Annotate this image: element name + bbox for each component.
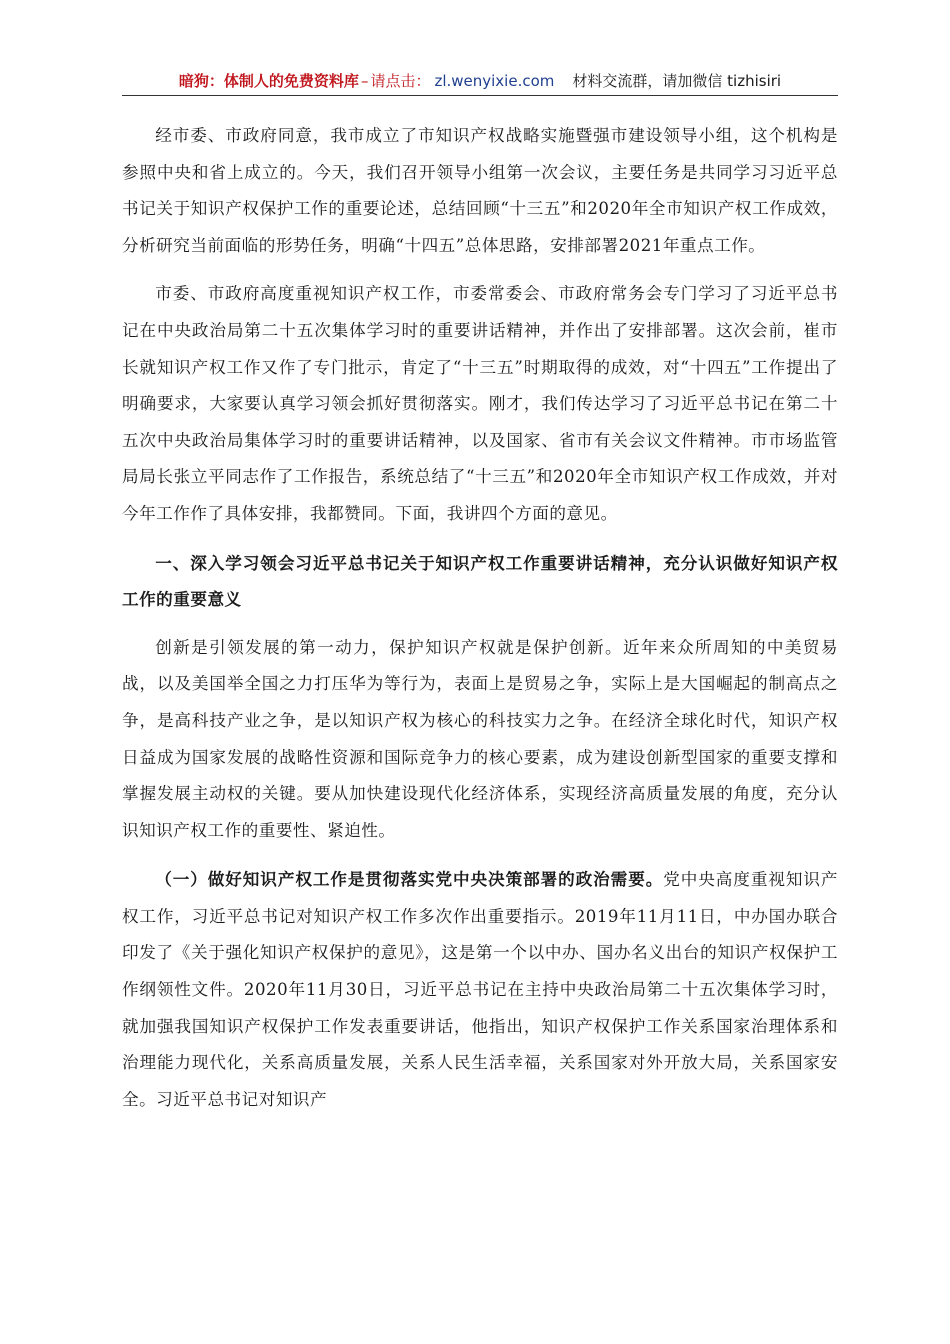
header-separator: –: [360, 72, 369, 90]
header-link[interactable]: zl.wenyixie.com: [434, 72, 555, 90]
paragraph-intro: 经市委、市政府同意，我市成立了市知识产权战略实施暨强市建设领导小组，这个机构是参照中央和省上成立的。今天，我们召开领导小组第一次会议，主要任务是共同学习习近平总书记关于知识产权保护工作的重要论述，总结回顾“十三五”和2020年全市知识产权工作成效，分析研究当前面临的形势任务，明确“十四五”总体思路，安排部署2021年重点工作。: [122, 126, 838, 255]
page-header: [122, 68, 838, 94]
section-heading-1: 一、深入学习领会习近平总书记关于知识产权工作重要讲话精神，充分认识做好知识产权工作的重要意义: [122, 552, 838, 610]
subheading-1: （一）做好知识产权工作是贯彻落实党中央决策部署的政治需要。: [155, 869, 664, 890]
header-wechat: 材料交流群，请加微信 tizhisiri: [572, 72, 782, 90]
header-prompt: 请点击：: [370, 72, 431, 90]
paragraph-political-need: [122, 861, 838, 1118]
paragraph-context: 市委、市政府高度重视知识产权工作，市委常委会、市政府常务会专门学习了习近平总书记在中央政治局第二十五次集体学习时的重要讲话精神，并作出了安排部署。这次会前，崔市长就知识产权工作又作了专门批示，肯定了“十三五”时期取得的成效，对“十四五”工作提出了明确要求，大家要认真学习领会抓好贯彻落实。刚才，我们传达学习了习近平总书记在第二十五次中央政治局集体学习时的重要讲话精神，以及国家、省市有关会议文件精神。市市场监管局局长张立平同志作了工作报告，系统总结了“十三五”和2020年全市知识产权工作成效，并对今年工作作了具体安排，我都赞同。下面，我讲四个方面的意见。: [122, 284, 838, 523]
header-brand: 暗狗：体制人的免费资料库: [178, 72, 359, 90]
paragraph-political-need-text: 党中央高度重视知识产权工作，习近平总书记对知识产权工作多次作出重要指示。2019年11月11日，中办国办联合印发了《关于强化知识产权保护的意见》，这是第一个以中办、国办名义出台的知识产权保护工作纲领性文件。2020年11月30日，习近平总书记在主持中央政治局第二十五次集体学习时，就加强我国知识产权保护工作发表重要讲话，他指出，知识产权保护工作关系国家治理体系和治理能力现代化，关系高质量发展，关系人民生活幸福，关系国家对外开放大局，关系国家安全。习近平总书记对知识产: [122, 870, 838, 1109]
paragraph-innovation: 创新是引领发展的第一动力，保护知识产权就是保护创新。近年来众所周知的中美贸易战，以及美国举全国之力打压华为等行为，表面上是贸易之争，实际上是大国崛起的制高点之争，是高科技产业之争，是以知识产权为核心的科技实力之争。在经济全球化时代，知识产权日益成为国家发展的战略性资源和国际竞争力的核心要素，成为建设创新型国家的重要支撑和掌握发展主动权的关键。要从加快建设现代化经济体系，实现经济高质量发展的角度，充分认识知识产权工作的重要性、紧迫性。: [122, 637, 838, 840]
header-divider: [122, 95, 838, 96]
document-body: [122, 118, 838, 1118]
